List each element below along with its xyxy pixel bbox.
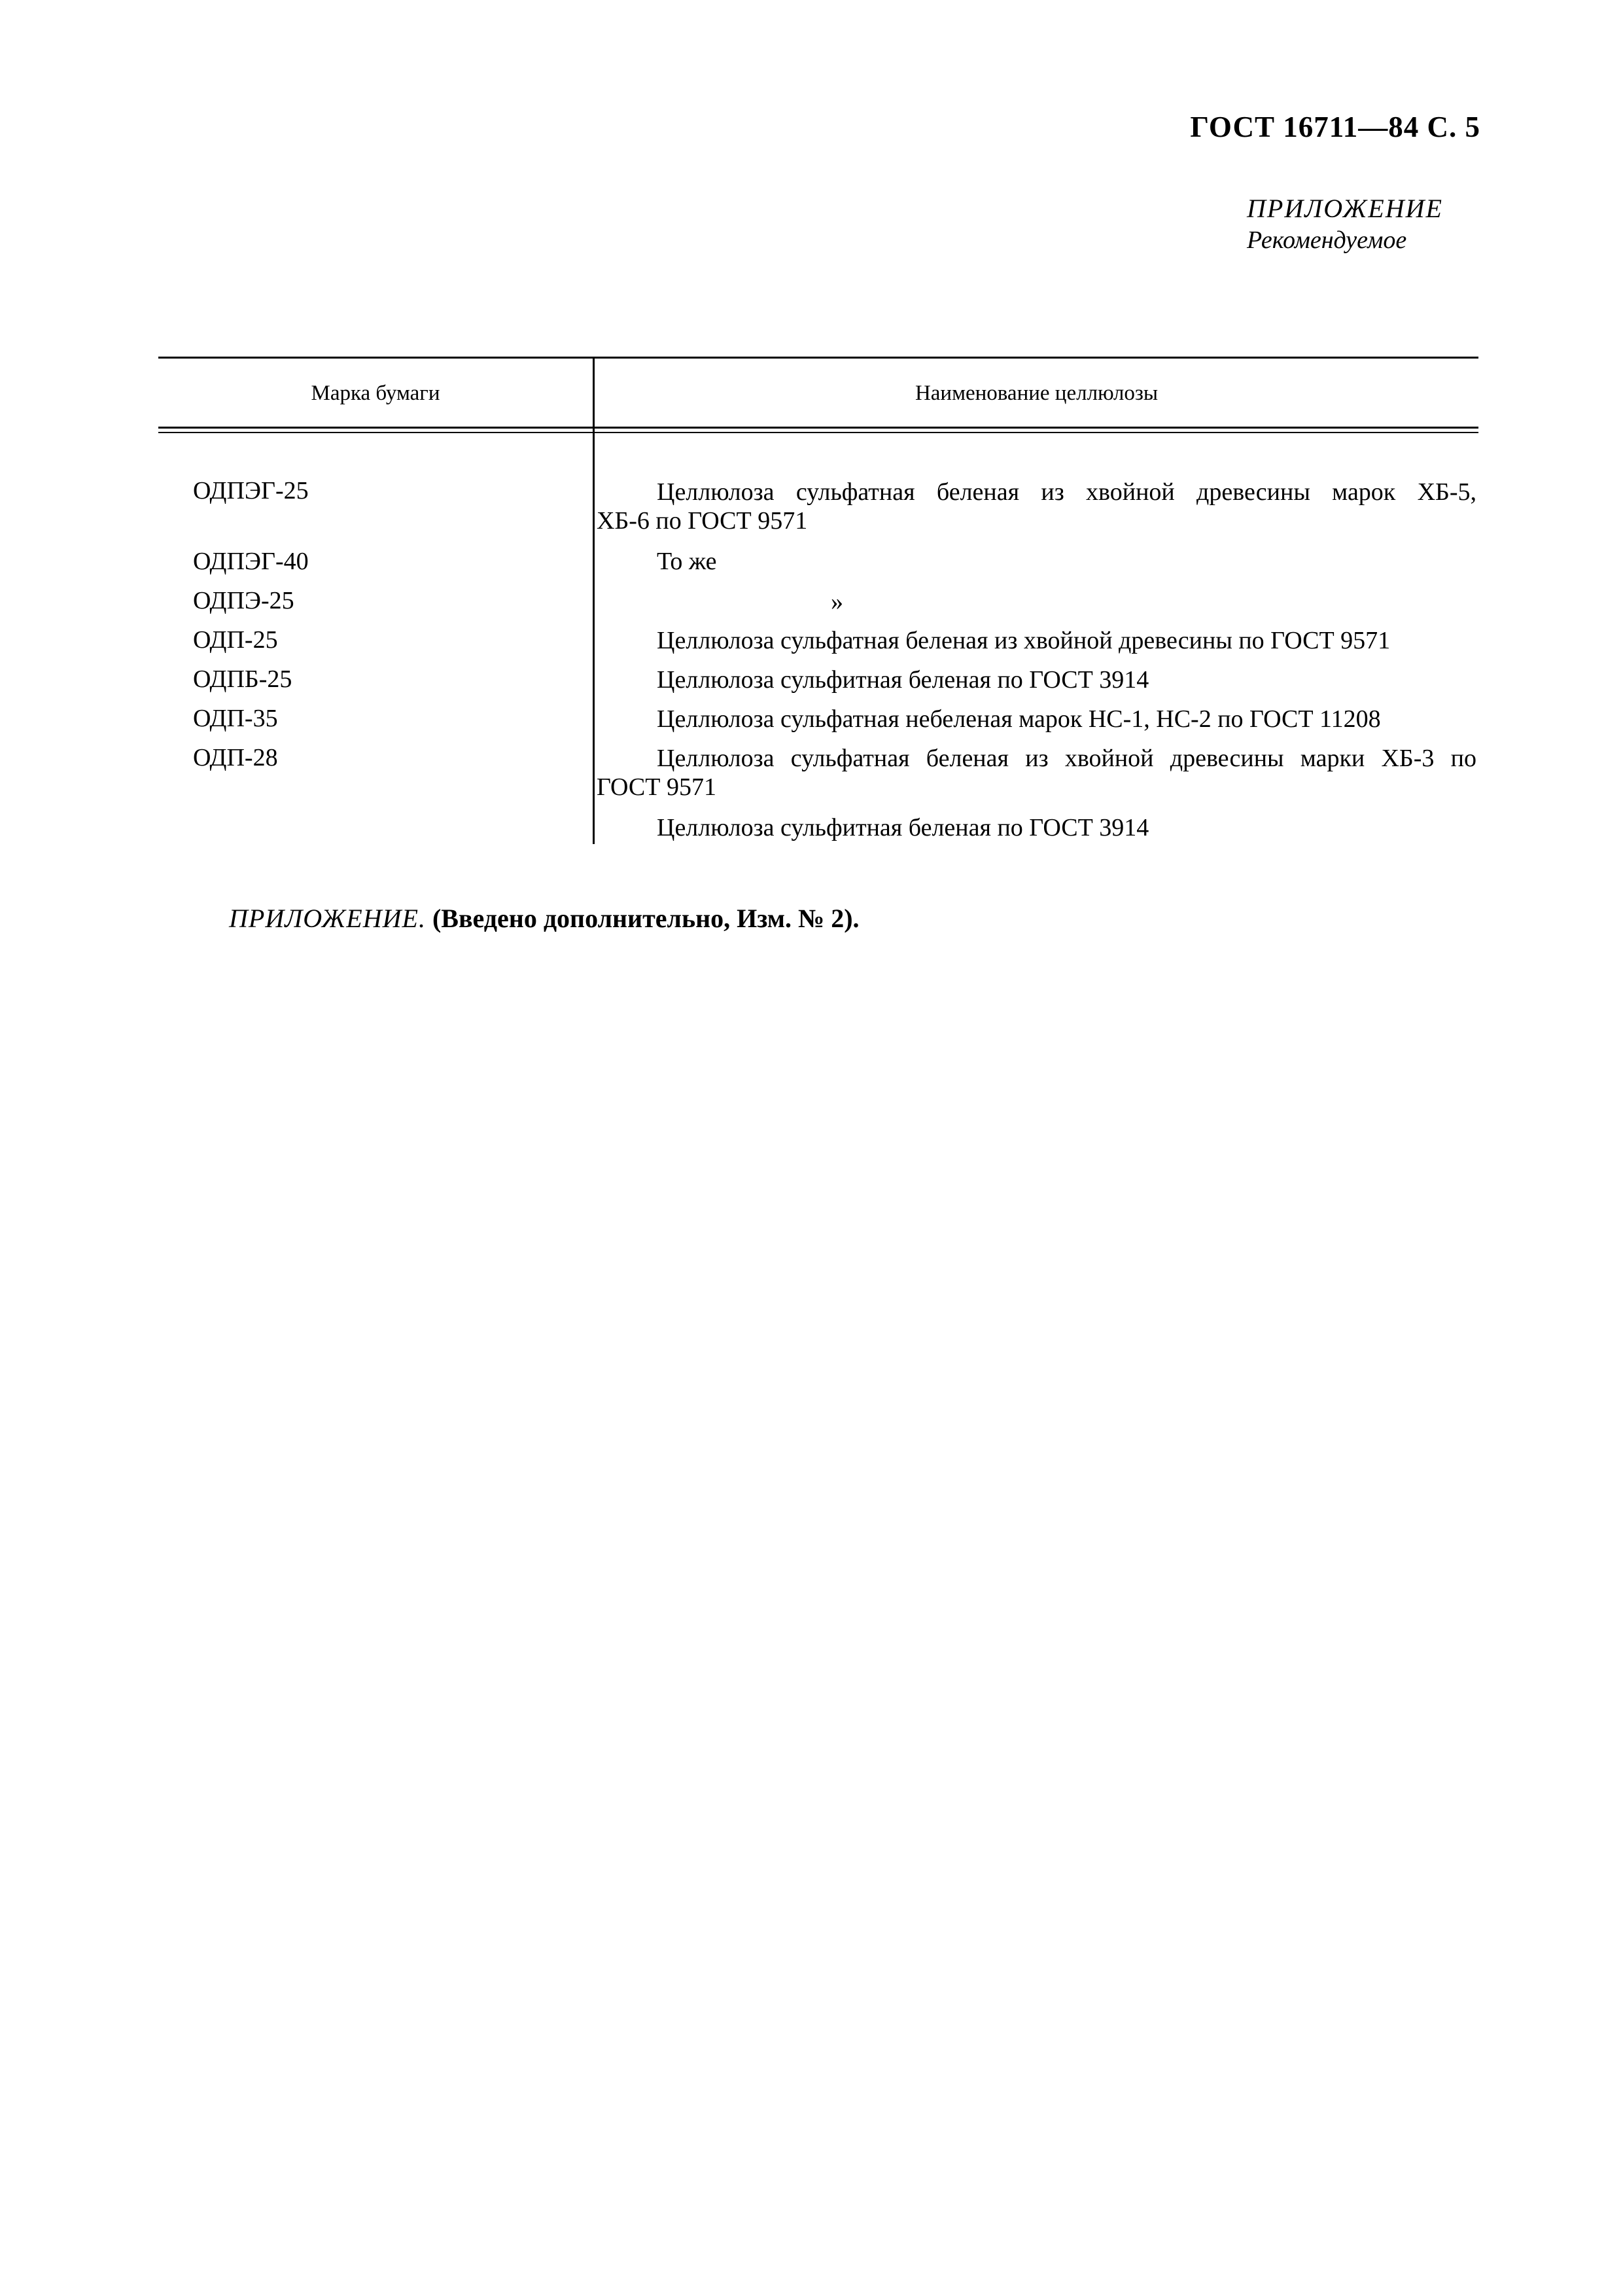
table-header-rule-second [158, 432, 1478, 433]
grade-cell: ОДП-28 [193, 744, 278, 771]
appendix-block [1247, 193, 1443, 256]
amendment-text: (Введено дополнительно, Изм. № 2). [432, 904, 860, 933]
appendix-title: ПРИЛОЖЕНИЕ [1247, 194, 1443, 223]
grade-cell: ОДП-25 [193, 626, 278, 654]
amendment-label: ПРИЛОЖЕНИЕ. [229, 904, 426, 933]
pulp-line: Целлюлоза сульфатная беленая из хвойной древесины по ГОСТ 9571 [657, 627, 1391, 654]
column-header-pulp-name: Наименование целлюлозы [915, 381, 1159, 405]
table-top-rule [158, 357, 1478, 359]
table-column-divider [593, 357, 595, 844]
pulp-line: Целлюлоза сульфатная небеленая марок НС-1, НС-2 по ГОСТ 11208 [657, 705, 1381, 733]
grade-cell: ОДПЭ-25 [193, 587, 294, 614]
pulp-line: Целлюлоза сульфатная беленая из хвойной древесины марки ХБ-3 по [657, 745, 1476, 772]
page-header-code: ГОСТ 16711—84 С. 5 [1190, 111, 1480, 143]
table-header-rule [158, 427, 1478, 429]
pulp-line: Целлюлоза сульфитная беленая по ГОСТ 3914 [657, 814, 1149, 841]
ditto-mark: » [831, 588, 843, 616]
appendix-status: Рекомендуемое [1247, 226, 1407, 254]
grade-cell: ОДПБ-25 [193, 665, 292, 693]
amendment-note [229, 903, 860, 934]
pulp-cell [597, 626, 1476, 655]
pulp-line: Целлюлоза сульфитная беленая по ГОСТ 3914 [657, 666, 1149, 694]
pulp-cell [597, 705, 1476, 733]
pulp-line: То же [657, 548, 717, 575]
pulp-cell [597, 665, 1476, 694]
grade-cell: ОДПЭГ-25 [193, 477, 309, 504]
pulp-line: ГОСТ 9571 [597, 773, 716, 801]
pulp-line: ХБ-6 по ГОСТ 9571 [597, 507, 808, 535]
pulp-cell [597, 547, 1476, 576]
grade-cell: ОДП-35 [193, 705, 278, 732]
grade-cell: ОДПЭГ-40 [193, 548, 309, 575]
pulp-cell [597, 813, 1476, 842]
pulp-cell [597, 744, 1476, 802]
paper-pulp-table [158, 357, 1478, 844]
pulp-line: Целлюлоза сульфатная беленая из хвойной древесины марок ХБ-5, [657, 478, 1476, 506]
pulp-cell [597, 478, 1476, 535]
column-header-paper-grade: Марка бумаги [311, 381, 440, 405]
